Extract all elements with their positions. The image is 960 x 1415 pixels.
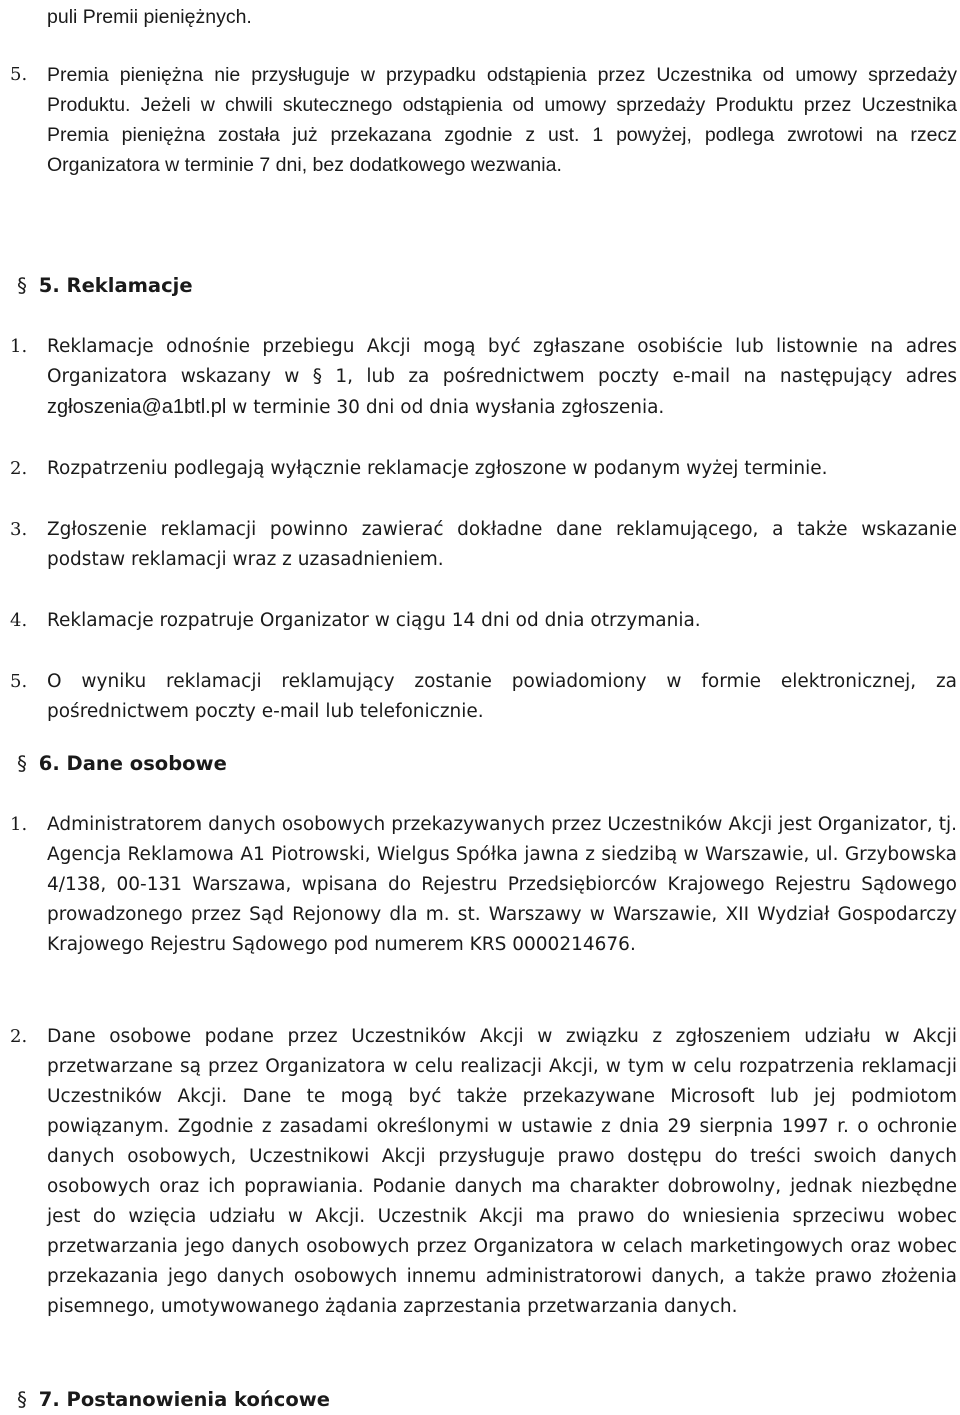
section-heading	[12, 749, 227, 779]
section-heading	[12, 271, 193, 301]
section-sign: §	[17, 752, 27, 775]
continued-text: puli Premii pieniężnych.	[47, 6, 252, 28]
section-heading	[12, 1385, 330, 1415]
item-number: 1.	[10, 336, 28, 357]
item-number: 1.	[10, 814, 28, 835]
section-sign: §	[17, 1388, 27, 1411]
section-sign: §	[17, 274, 27, 297]
paragraph	[47, 332, 957, 423]
paragraph: Dane osobowe podane przez Uczestników Akcji w związku z zgłoszeniem udziału w Akcji przetwarzane są przez Organizatora w celu realizacji Akcji, w tym w celu rozpatrzenia reklamacji Uczestników Akcji. Dane te mogą być także przekazywane Microsoft lub jej podmiotom powiązanym. Zgodnie z zasadami określonymi w ustawie z dnia 29 sierpnia 1997 r. o ochronie danych osobowych, Uczestnikowi Akcji przysługuje prawo dostępu do treści swoich danych osobowych oraz ich poprawiania. Podanie danych ma charakter dobrowolny, jednak niezbędne jest do wzięcia udziału w Akcji. Uczestnik Akcji ma prawo do wniesienia sprzeciwu wobec przetwarzania jego danych osobowych przez Organizatora w celach marketingowych oraz wobec przekazania jego danych osobowych innemu administratorowi danych, a także prawo złożenia pisemnego, umotywowanego żądania zaprzestania przetwarzania danych.	[47, 1026, 957, 1317]
section-title: 5. Reklamacje	[38, 274, 193, 297]
section-title: 7. Postanowienia końcowe	[38, 1388, 330, 1411]
item-number: 5.	[10, 64, 28, 85]
paragraph-text: w terminie 30 dni od dnia wysłania zgłoszenia.	[226, 397, 665, 418]
paragraph: Administratorem danych osobowych przekazywanych przez Uczestników Akcji jest Organizator, tj. Agencja Reklamowa A1 Piotrowski, Wielgus Spółka jawna z siedzibą w Warszawie, ul. Grzybowska 4/138, 00-131 Warszawa, wpisana do Rejestru Przedsiębiorców Krajowego Rejestru Sądowego prowadzonego przez Sąd Rejonowy dla m. st. Warszawy w Warszawie, XII Wydział Gospodarczy Krajowego Rejestru Sądowego pod numerem KRS 0000214676.	[47, 814, 957, 955]
item-number: 2.	[10, 1026, 28, 1047]
section-title: 6. Dane osobowe	[38, 752, 227, 775]
paragraph-text: Reklamacje odnośnie przebiegu Akcji mogą być zgłaszane osobiście lub listownie na adres Organizatora wskazany w § 1, lub za pośrednictwem poczty e-mail na następujący adres	[47, 336, 957, 387]
email-address: zgłoszenia@a1btl.pl	[47, 396, 227, 418]
item-number: 5.	[10, 671, 28, 692]
paragraph: Premia pieniężna nie przysługuje w przypadku odstąpienia przez Uczestnika od umowy sprzedaży Produktu. Jeżeli w chwili skutecznego odstąpienia od umowy sprzedaży Produktu przez Uczestnika Premia pieniężna została już przekazana zgodnie z ust. 1 powyżej, podlega zwrotowi na rzecz Organizatora w terminie 7 dni, bez dodatkowego wezwania.	[47, 64, 957, 176]
item-number: 3.	[10, 519, 28, 540]
paragraph: O wyniku reklamacji reklamujący zostanie powiadomiony w formie elektronicznej, za pośrednictwem poczty e-mail lub telefonicznie.	[47, 671, 957, 722]
paragraph: Reklamacje rozpatruje Organizator w ciągu 14 dni od dnia otrzymania.	[47, 610, 701, 631]
item-number: 2.	[10, 458, 28, 479]
paragraph: Zgłoszenie reklamacji powinno zawierać dokładne dane reklamującego, a także wskazanie podstaw reklamacji wraz z uzasadnieniem.	[47, 519, 957, 570]
paragraph: Rozpatrzeniu podlegają wyłącznie reklamacje zgłoszone w podanym wyżej terminie.	[47, 458, 828, 479]
item-number: 4.	[10, 610, 28, 631]
